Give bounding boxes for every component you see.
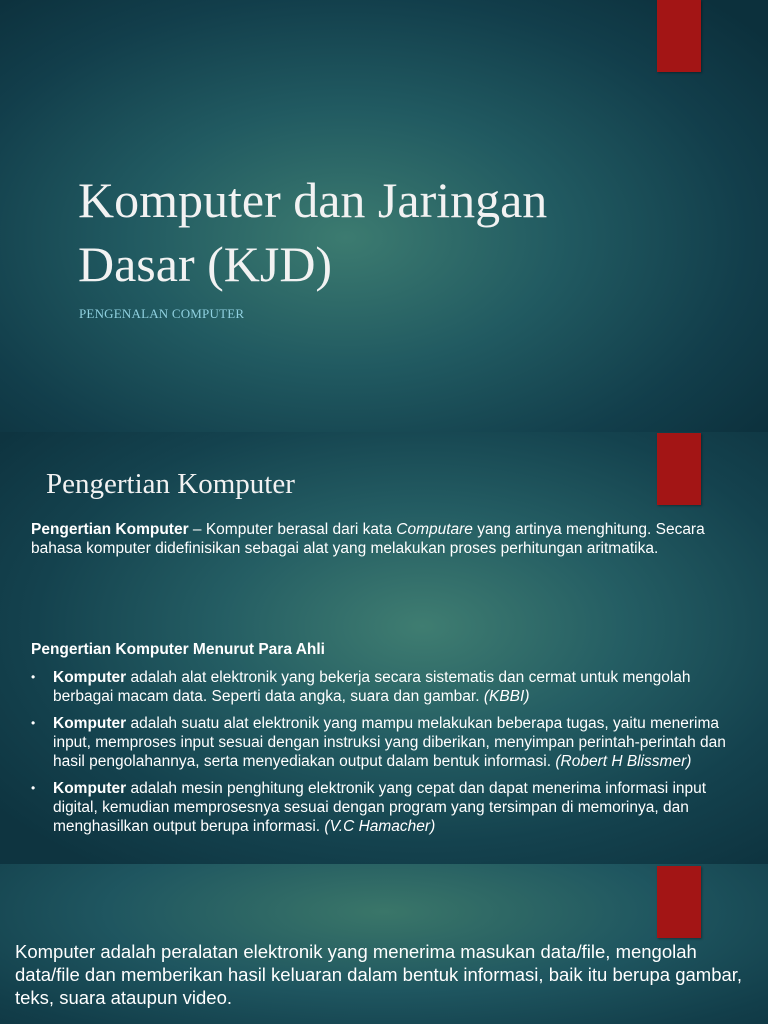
list-item (31, 668, 731, 706)
list-item (31, 779, 731, 836)
definition-text: adalah suatu alat elektronik yang mampu melakukan beberapa tugas, yaitu menerima input, memproses input sesuai dengan instruksi yang diberikan, menyimpan perintah-perintah dan hasil pengolahannya, serta menyediakan output dalam bentuk informasi. (53, 715, 726, 770)
list-item (31, 714, 731, 771)
definitions-list (31, 668, 731, 844)
bullet-icon: • (31, 781, 36, 795)
intro-paragraph (31, 520, 711, 558)
red-accent-bar (657, 0, 701, 72)
definition-keyword: Komputer (53, 780, 127, 797)
bullet-icon: • (31, 670, 36, 684)
intro-term: Computare (396, 521, 473, 538)
intro-text-before: – Komputer berasal dari kata (188, 521, 397, 538)
summary-slide (0, 864, 768, 1024)
definition-source: (V.C Hamacher) (324, 818, 436, 835)
definition-slide (0, 432, 768, 864)
bullet-icon: • (31, 716, 36, 730)
intro-lead: Pengertian Komputer (31, 521, 189, 538)
red-accent-bar (657, 866, 701, 938)
definition-source: (KBBI) (483, 688, 530, 705)
definition-source: (Robert H Blissmer) (555, 753, 692, 770)
slide-heading: Pengertian Komputer (46, 468, 295, 500)
slide-title: Komputer dan Jaringan Dasar (KJD) (78, 172, 548, 292)
definition-keyword: Komputer (53, 715, 127, 732)
definition-keyword: Komputer (53, 669, 127, 686)
title-slide (0, 0, 768, 432)
intro-text-after: yang artinya menghitung. Secara bahasa komputer didefinisikan sebagai alat yang melakukan proses perhitungan aritmatika. (31, 521, 705, 557)
experts-heading: Pengertian Komputer Menurut Para Ahli (31, 641, 325, 658)
slide-subtitle: PENGENALAN COMPUTER (79, 306, 245, 321)
definition-text: adalah alat elektronik yang bekerja secara sistematis dan cermat untuk mengolah berbagai macam data. Seperti data angka, suara dan gambar. (53, 669, 691, 705)
summary-text: Komputer adalah peralatan elektronik yang menerima masukan data/file, mengolah data/file dan memberikan hasil keluaran dalam bentuk informasi, baik itu berupa gambar, teks, suara ataupun video. (15, 941, 743, 1008)
definition-text: adalah mesin penghitung elektronik yang cepat dan dapat menerima informasi input digital, kemudian memprosesnya sesuai dengan program yang tersimpan di memorinya, dan menghasilkan output berupa informasi. (53, 780, 707, 835)
red-accent-bar (657, 433, 701, 505)
